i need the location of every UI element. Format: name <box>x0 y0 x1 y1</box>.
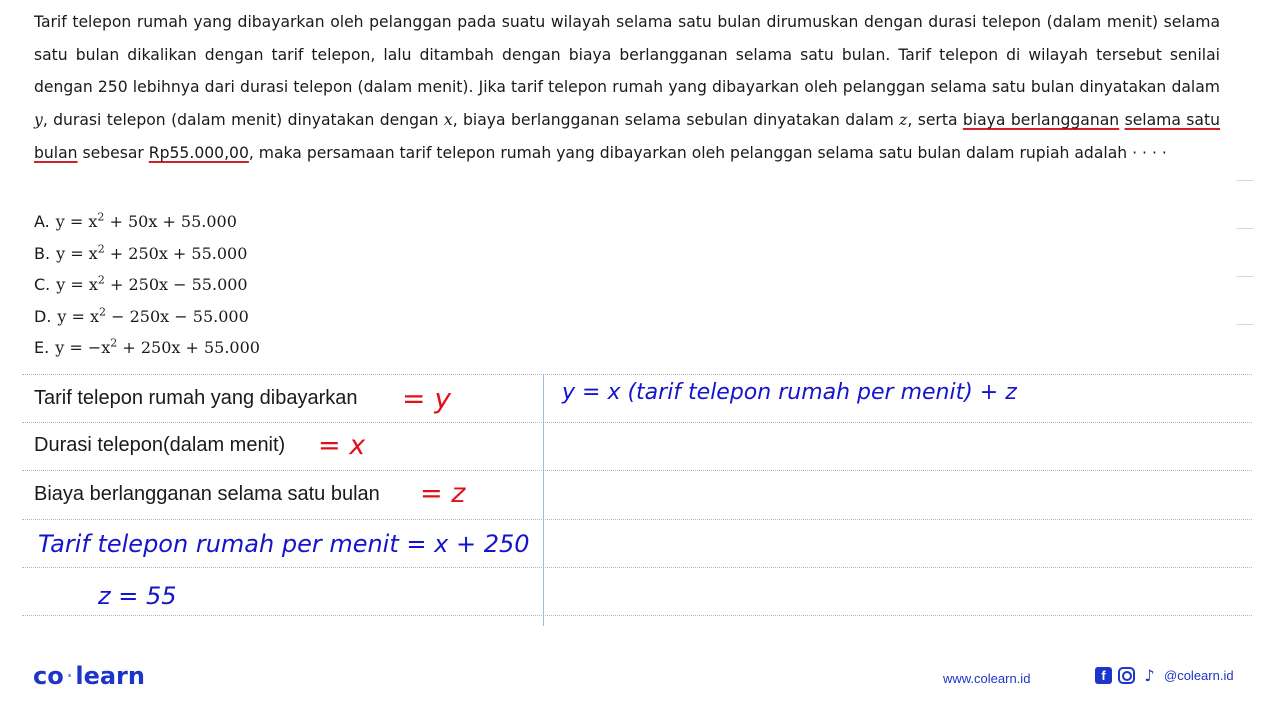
logo-dot: · <box>65 662 74 690</box>
logo-text: co <box>33 662 64 690</box>
option-a[interactable] <box>34 202 260 234</box>
handwritten-equals-y: = y <box>402 382 451 415</box>
question-part: sebesar <box>77 143 149 162</box>
ruled-line <box>22 615 1252 616</box>
ruled-line <box>22 567 1252 568</box>
option-letter: B. <box>34 243 51 263</box>
option-expression: y = −x <box>55 338 111 358</box>
option-c[interactable] <box>34 265 260 297</box>
highlight-underline: biaya berlangganan <box>962 111 1120 130</box>
edge-tick <box>1236 180 1254 181</box>
social-handle[interactable]: @colearn.id <box>1164 668 1234 683</box>
exponent: 2 <box>99 305 107 319</box>
highlight-underline: selama satu bulan <box>34 111 1220 162</box>
colearn-logo[interactable] <box>33 662 145 690</box>
option-letter: E. <box>34 338 50 358</box>
handwritten-equals-z: = z <box>420 478 466 509</box>
website-link[interactable]: www.colearn.id <box>943 671 1031 686</box>
exponent: 2 <box>97 242 105 256</box>
exponent: 2 <box>97 211 105 224</box>
option-expression: y = x <box>57 306 100 326</box>
option-expression: + 50x + 55.000 <box>104 212 237 232</box>
option-letter: A. <box>34 212 50 232</box>
question-part: , durasi telepon (dalam menit) dinyatakan dengan <box>42 111 444 130</box>
option-letter: C. <box>34 275 51 295</box>
ruled-line <box>22 374 1252 375</box>
row-label-subscription: Biaya berlangganan selama satu bulan <box>34 483 380 505</box>
instagram-icon[interactable] <box>1118 667 1135 684</box>
question-part: , maka persamaan tarif telepon rumah yang dibayarkan oleh pelanggan selama satu bulan dalam rupiah adalah <box>248 143 1128 162</box>
variable-z: z <box>899 111 908 130</box>
question-part: , biaya berlangganan selama sebulan dinyatakan dalam <box>452 111 900 130</box>
ellipsis: · · · · <box>1127 143 1167 162</box>
exponent: 2 <box>110 337 118 350</box>
variable-y: y <box>34 111 43 130</box>
question-text <box>34 6 1220 170</box>
option-expression: + 250x + 55.000 <box>104 243 248 263</box>
handwritten-z-value: z = 55 <box>98 582 177 610</box>
option-expression: − 250x − 55.000 <box>106 306 249 326</box>
logo-text: learn <box>75 662 145 690</box>
column-divider <box>543 374 544 626</box>
option-expression: y = x <box>55 212 98 232</box>
question-part: Tarif telepon rumah yang dibayarkan oleh pelanggan pada suatu wilayah selama satu bulan dirumuskan dengan durasi telepon (dalam menit) selama satu bulan dikalikan dengan tarif telepon, lalu ditambah dengan biaya berlangganan selama satu bulan. Tarif telepon di wilayah tersebut senilai dengan 250 lebihnya dari durasi telepon (dalam menit). Jika tarif telepon rumah yang dibayarkan oleh pelanggan selama satu bulan dinyatakan dalam <box>34 13 1220 97</box>
answer-options <box>34 202 260 360</box>
option-e[interactable] <box>34 328 260 360</box>
exponent: 2 <box>97 274 105 287</box>
option-letter: D. <box>34 306 52 326</box>
handwritten-equals-x: = x <box>318 430 366 461</box>
variable-x: x <box>443 111 453 130</box>
row-label-duration: Durasi telepon(dalam menit) <box>34 434 286 456</box>
option-expression: + 250x − 55.000 <box>104 275 248 295</box>
question-part: , serta <box>907 111 963 130</box>
handwritten-rate: Tarif telepon rumah per menit = x + 250 <box>38 530 530 558</box>
edge-tick <box>1236 324 1254 325</box>
social-links <box>1095 667 1234 684</box>
tiktok-icon[interactable]: ♪ <box>1144 666 1155 685</box>
handwritten-formula: y = x (tarif telepon rumah per menit) + z <box>562 380 1017 405</box>
option-b[interactable] <box>34 234 260 266</box>
edge-tick <box>1236 228 1254 229</box>
option-expression: y = x <box>56 243 98 263</box>
facebook-icon[interactable]: f <box>1095 667 1112 684</box>
option-expression: + 250x + 55.000 <box>117 338 260 358</box>
edge-tick <box>1236 276 1254 277</box>
ruled-line <box>22 519 1252 520</box>
highlight-underline: Rp55.000,00 <box>148 143 249 162</box>
option-expression: y = x <box>56 275 98 295</box>
ruled-line <box>22 470 1252 471</box>
option-d[interactable] <box>34 297 260 329</box>
ruled-line <box>22 422 1252 423</box>
row-label-tariff: Tarif telepon rumah yang dibayarkan <box>34 387 358 409</box>
